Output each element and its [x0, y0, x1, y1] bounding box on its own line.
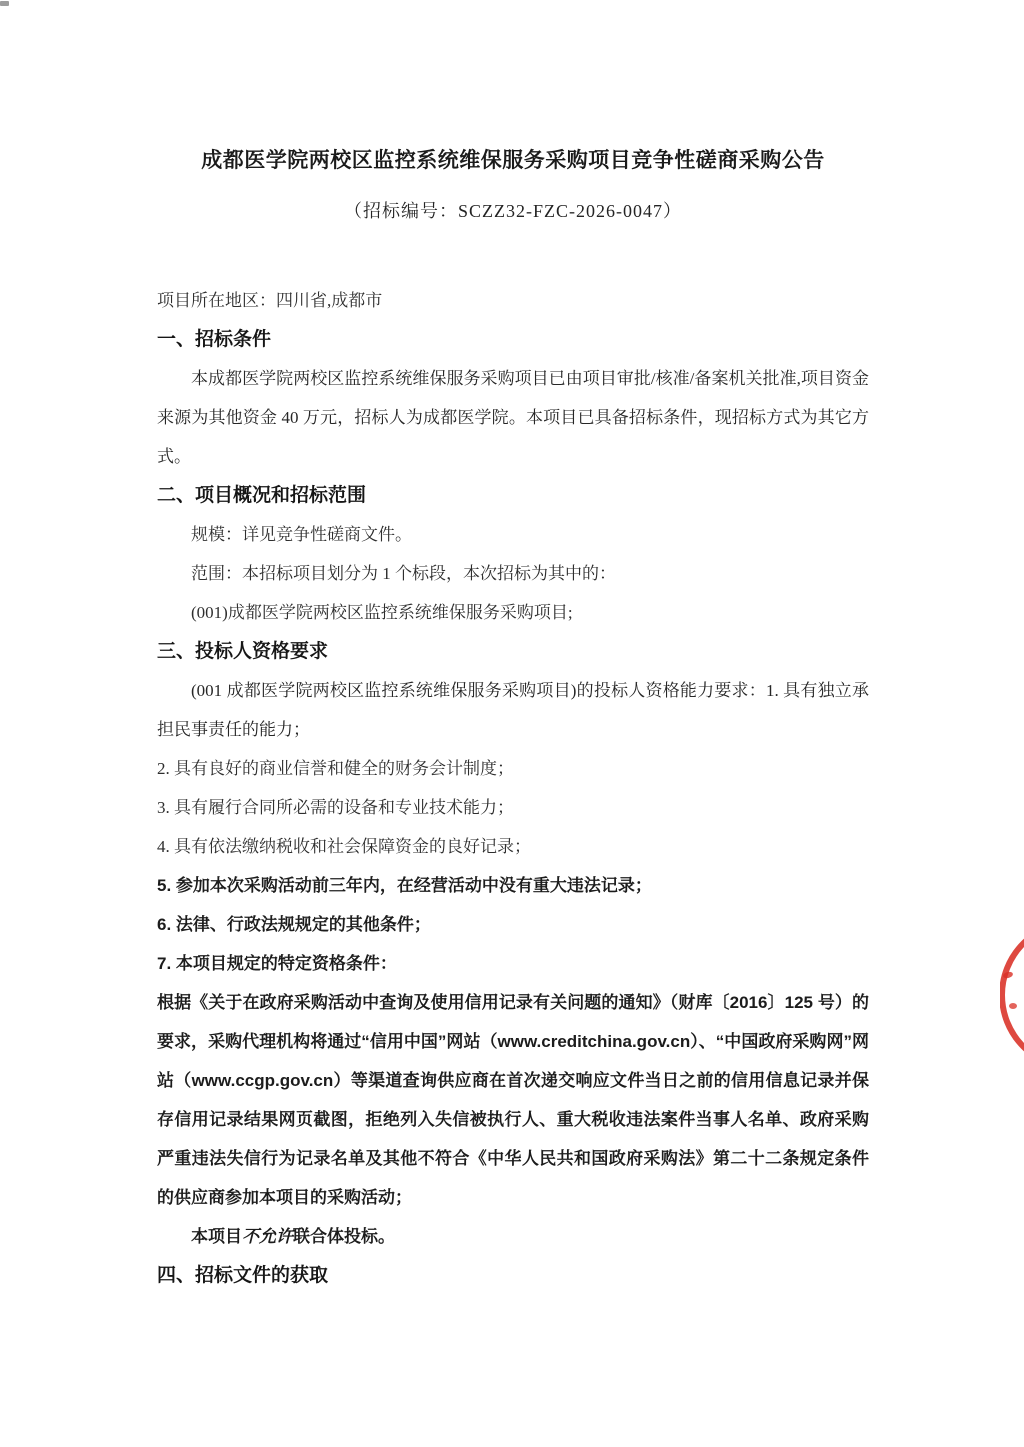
- document-body: [157, 281, 869, 1295]
- qualification-item-6: 6. 法律、行政法规规定的其他条件；: [157, 915, 431, 934]
- official-seal-icon: [1000, 918, 1024, 1078]
- section-1-paragraph: 本成都医学院两校区监控系统维保服务采购项目已由项目审批/核准/备案机关批准,项目资金来源为其他资金 40 万元，招标人为成都医学院。本项目已具备招标条件，现招标方式为其它方式。: [157, 369, 869, 466]
- section-3-heading: 三、投标人资格要求: [157, 641, 329, 662]
- qualification-item-5: 5. 参加本次采购活动前三年内，在经营活动中没有重大违法记录；: [157, 876, 652, 895]
- section-4-heading: 四、招标文件的获取: [157, 1265, 329, 1286]
- section-2-heading: 二、项目概况和招标范围: [157, 485, 367, 506]
- section-1-heading: 一、招标条件: [157, 329, 272, 350]
- joint-bid-emphasis: 不允许: [242, 1227, 293, 1246]
- qualification-item-3: 3. 具有履行合同所必需的设备和专业技术能力；: [157, 798, 514, 817]
- joint-bid-suffix: 联合体投标。: [293, 1227, 395, 1246]
- scale-line: 规模：详见竞争性磋商文件。: [191, 525, 412, 544]
- joint-bid-prefix: 本项目: [191, 1227, 242, 1246]
- scan-artifact: [0, 1, 9, 6]
- scope-line: 范围：本招标项目划分为 1 个标段，本次招标为其中的：: [191, 564, 616, 583]
- document-content: [157, 0, 869, 1295]
- lot-line: (001)成都医学院两校区监控系统维保服务采购项目;: [191, 603, 573, 622]
- joint-bid-line: [157, 1217, 869, 1256]
- page-title: 成都医学院两校区监控系统维保服务采购项目竞争性磋商采购公告: [201, 149, 825, 172]
- qualification-item-2: 2. 具有良好的商业信誉和健全的财务会计制度；: [157, 759, 514, 778]
- tender-number: （招标编号：SCZZ32-FZC-2026-0047）: [343, 201, 682, 221]
- qualification-intro: (001 成都医学院两校区监控系统维保服务采购项目)的投标人资格能力要求：1. 具有独立承担民事责任的能力；: [157, 681, 869, 739]
- qualification-item-7: 7. 本项目规定的特定资格条件：: [157, 954, 397, 973]
- credit-record-paragraph: 根据《关于在政府采购活动中查询及使用信用记录有关问题的通知》（财库〔2016〕125 号）的要求，采购代理机构将通过“信用中国”网站（www.creditchina.gov.cn）、“中国政府采购网”网站（www.ccgp.gov.cn）等渠道查询供应商在首次递交响应文件当日之前的信用信息记录并保存信用记录结果网页截图，拒绝列入失信被执行人、重大税收违法案件当事人名单、政府采购严重违法失信行为记录名单及其他不符合《中华人民共和国政府采购法》第二十二条规定条件的供应商参加本项目的采购活动；: [157, 993, 869, 1207]
- project-location-line: 项目所在地区：四川省,成都市: [157, 291, 383, 310]
- qualification-item-4: 4. 具有依法缴纳税收和社会保障资金的良好记录；: [157, 837, 531, 856]
